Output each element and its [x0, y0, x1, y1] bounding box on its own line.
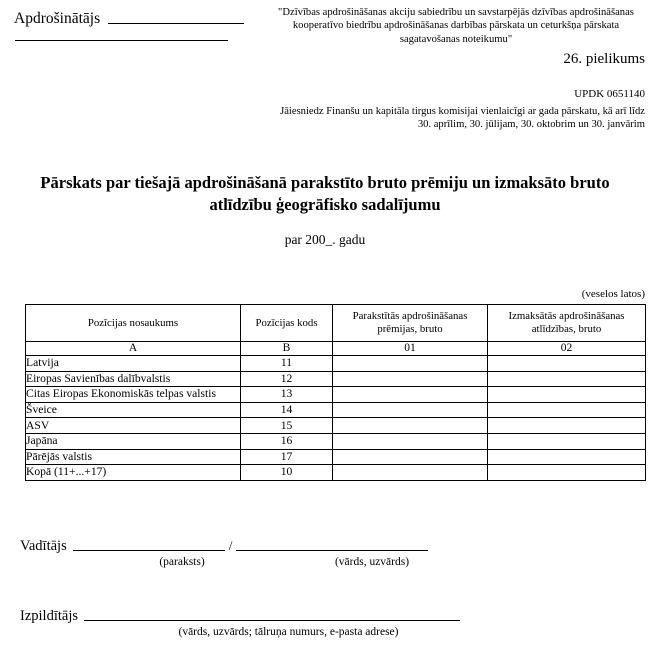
updk-code: UPDK 0651140: [574, 88, 645, 100]
executor-label: Izpildītājs: [20, 608, 78, 624]
row-code: 13: [241, 387, 333, 403]
row-premiums[interactable]: [333, 371, 488, 387]
executor-captions: [20, 624, 460, 640]
table-row: [26, 356, 646, 372]
table-column-code-row: [26, 342, 646, 356]
caption-executor: (vārds, uzvārds; tālruņa numurs, e-pasta adrese): [178, 626, 399, 638]
column-code-02: 02: [488, 342, 646, 356]
column-header-position-name: Pozīcijas nosaukums: [26, 305, 241, 342]
table-row: [26, 387, 646, 403]
table-row: [26, 433, 646, 449]
row-claims[interactable]: [488, 433, 646, 449]
table-row: [26, 449, 646, 465]
row-name: Latvija: [26, 356, 241, 372]
insurer-block: [14, 10, 244, 41]
row-code: 16: [241, 433, 333, 449]
row-premiums[interactable]: [333, 356, 488, 372]
column-header-claims: Izmaksātās apdrošināšanas atlīdzības, bruto: [488, 305, 646, 342]
table-total-row: [26, 465, 646, 481]
row-code: 15: [241, 418, 333, 434]
regulation-reference-block: [267, 6, 645, 68]
row-name: Šveice: [26, 402, 241, 418]
manager-captions: [20, 554, 460, 570]
row-premiums[interactable]: [333, 402, 488, 418]
row-name: ASV: [26, 418, 241, 434]
executor-signature-row: [20, 608, 460, 624]
insurer-name-fill-line[interactable]: [108, 23, 244, 24]
manager-label: Vadītājs: [20, 538, 67, 554]
document-title: Pārskats par tiešajā apdrošināšanā parakstīto bruto prēmiju un izmaksāto bruto atlīdzību ģeogrāfisko sadalījumu: [40, 173, 610, 214]
row-premiums[interactable]: [333, 387, 488, 403]
row-premiums[interactable]: [333, 418, 488, 434]
row-name: Citas Eiropas Ekonomiskās telpas valstis: [26, 387, 241, 403]
row-name: Eiropas Savienības dalībvalstis: [26, 371, 241, 387]
insurer-row: [14, 10, 244, 27]
insurer-address-fill-line[interactable]: [15, 40, 228, 41]
total-row-premiums[interactable]: [333, 465, 488, 481]
table-header-row: [26, 305, 646, 342]
row-claims[interactable]: [488, 402, 646, 418]
manager-signature-row: [20, 538, 460, 554]
insurer-label: Apdrošinātājs: [14, 10, 101, 27]
executor-details-line[interactable]: [84, 620, 460, 621]
regulation-quote: "Dzīvības apdrošināšanas akciju sabiedrību un savstarpējās dzīvības apdrošināšanas kooperatīvo biedrību apdrošināšanas darbības pārskata un ceturkšņa pārskata sagatavošanas noteikumu": [278, 7, 634, 45]
total-row-claims[interactable]: [488, 465, 646, 481]
annex-number: 26. pielikums: [563, 50, 645, 67]
manager-fullname-line[interactable]: [236, 550, 428, 551]
row-code: 17: [241, 449, 333, 465]
column-code-01: 01: [333, 342, 488, 356]
column-header-premiums: Parakstītās apdrošināšanas prēmijas, bruto: [333, 305, 488, 342]
column-code-a: A: [26, 342, 241, 356]
row-name: Pārējās valstis: [26, 449, 241, 465]
table-row: [26, 371, 646, 387]
row-claims[interactable]: [488, 449, 646, 465]
row-claims[interactable]: [488, 418, 646, 434]
total-label: Kopā: [26, 465, 52, 479]
row-claims[interactable]: [488, 371, 646, 387]
table-row: [26, 418, 646, 434]
row-premiums[interactable]: [333, 449, 488, 465]
total-row-code: 10: [241, 465, 333, 481]
total-row-name: [26, 465, 241, 481]
units-note: (veselos latos): [581, 288, 645, 300]
row-code: 12: [241, 371, 333, 387]
manager-signature-block: [20, 538, 460, 570]
row-premiums[interactable]: [333, 433, 488, 449]
row-claims[interactable]: [488, 356, 646, 372]
row-code: 14: [241, 402, 333, 418]
row-name: Japāna: [26, 433, 241, 449]
caption-signature: (paraksts): [159, 556, 205, 568]
manager-signature-line[interactable]: [73, 550, 225, 551]
row-code: 11: [241, 356, 333, 372]
caption-fullname: (vārds, uzvārds): [334, 556, 410, 568]
updk-block: [267, 88, 645, 131]
signature-separator: /: [228, 538, 233, 553]
column-code-b: B: [241, 342, 333, 356]
geographic-distribution-table: [25, 304, 646, 481]
submission-note: Jāiesniedz Finanšu un kapitāla tirgus komisijai vienlaicīgi ar gada pārskatu, kā arī līdz 30. aprīlim, 30. jūlijam, 30. oktobrim un 30. janvārim: [280, 106, 645, 131]
table-row: [26, 402, 646, 418]
document-period: par 200_. gadu: [284, 232, 366, 247]
column-header-position-code: Pozīcijas kods: [241, 305, 333, 342]
row-claims[interactable]: [488, 387, 646, 403]
executor-signature-block: [20, 608, 460, 640]
total-formula: (11+...+17): [51, 465, 107, 479]
